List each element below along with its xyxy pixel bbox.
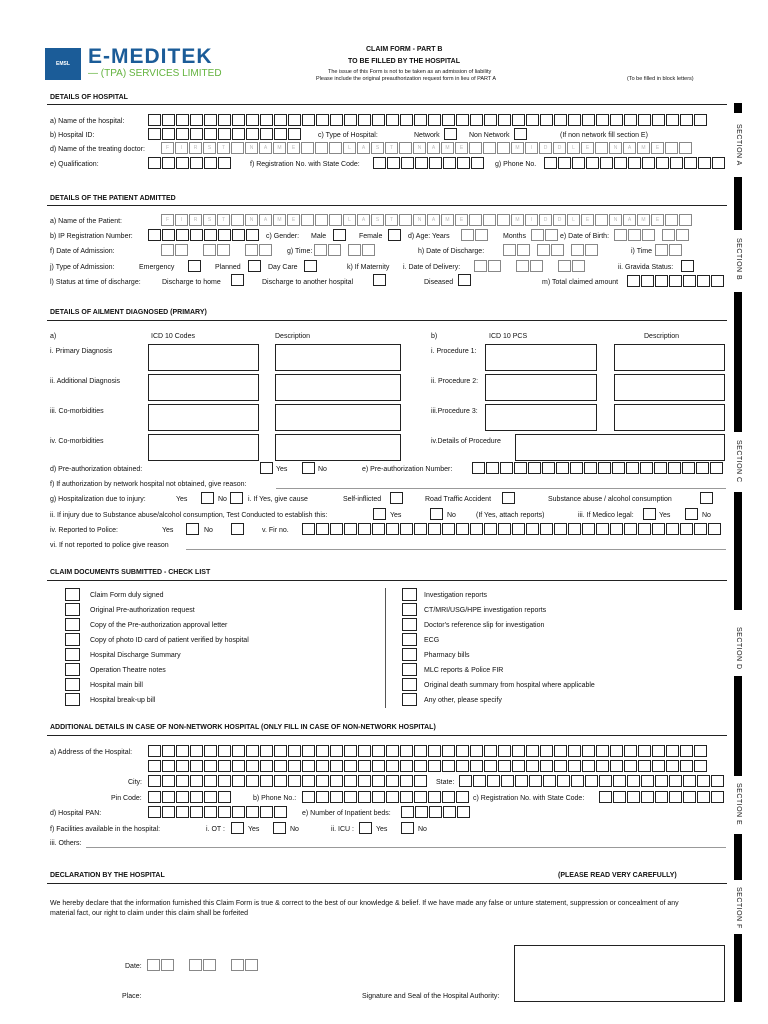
form-title: CLAIM FORM - PART B (366, 46, 443, 53)
section-c-tag: SECTION C (735, 440, 742, 483)
daycare-checkbox[interactable] (304, 260, 317, 272)
doc-checkbox-ot-notes[interactable] (65, 663, 80, 676)
comorbidity2-label: iv. Co-morbidities (50, 438, 104, 445)
doc-checkbox-investigation[interactable] (402, 588, 417, 601)
e-registration-boxes[interactable] (599, 791, 725, 803)
doc-checkbox-breakup-bill[interactable] (65, 693, 80, 706)
medico-legal-yes-checkbox[interactable] (643, 508, 656, 520)
qualification-boxes[interactable] (148, 157, 232, 169)
self-inflicted-checkbox[interactable] (390, 492, 403, 504)
procedure1-pcs-box[interactable] (485, 344, 597, 371)
dob-label: e) Date of Birth: (560, 233, 610, 240)
daycare-label: Day Care (268, 264, 298, 271)
non-network-note: (If non network fill section E) (560, 132, 648, 139)
section-bar-a (734, 103, 742, 113)
pan-label: d) Hospital PAN: (50, 810, 102, 817)
hospital-name-label: a) Name of the hospital: (50, 118, 125, 125)
doc-checkbox-ct-mri[interactable] (402, 603, 417, 616)
male-label: Male (311, 233, 327, 240)
doc-checkbox-original-preauth[interactable] (65, 603, 80, 616)
company-logo-name: E-MEDITEK (88, 45, 213, 68)
delivery-date-label: i. Date of Delivery: (403, 264, 461, 271)
section-a-tag: SECTION A (735, 124, 742, 166)
female-checkbox[interactable] (388, 229, 401, 241)
signature-seal-box[interactable] (514, 945, 725, 1002)
network-checkbox[interactable] (444, 128, 457, 140)
preauth-number-label: e) Pre-authorization Number: (362, 466, 453, 473)
icu-no-label: No (418, 826, 427, 833)
non-network-label: Non Network (469, 132, 510, 139)
comorbidity1-icd-box[interactable] (148, 404, 259, 431)
discharge-time-boxes[interactable] (655, 244, 683, 256)
address-line1-boxes[interactable] (148, 745, 708, 757)
substance-label: Substance abuse / alcohol consumption (548, 496, 672, 503)
additional-desc-box[interactable] (275, 374, 401, 401)
age-years-label: d) Age: Years (408, 233, 450, 240)
section-bar-e (734, 834, 742, 880)
police-no-label: No (204, 527, 213, 534)
primary-desc-box[interactable] (275, 344, 401, 371)
procedure2-desc-box[interactable] (614, 374, 725, 401)
procedure-details-label: iv.Details of Procedure (431, 438, 501, 445)
section-bar-c (734, 292, 742, 432)
hospital-type-label: c) Type of Hospital: (318, 132, 378, 139)
injury-yes-label: Yes (176, 496, 188, 503)
admission-time-boxes[interactable] (314, 244, 376, 256)
section-bar-b (734, 177, 742, 230)
fir-label: v. Fir no. (262, 527, 289, 534)
additional-icd-box[interactable] (148, 374, 259, 401)
state-boxes[interactable] (459, 775, 725, 787)
doctor-name-boxes[interactable]: F I R S T N A M E L A S T N A M E M I D D L E N A M E (161, 142, 693, 154)
section-e-heading: ADDITIONAL DETAILS IN CASE OF NON-NETWORK HOSPITAL (ONLY FILL IN CASE OF NON-NETWORK HOSPITAL) (50, 724, 436, 731)
procedure3-desc-box[interactable] (614, 404, 725, 431)
doc-right-2: Doctor's reference slip for investigation (424, 622, 545, 629)
e-phone-boxes[interactable] (302, 791, 470, 803)
date-label: Date: (125, 963, 142, 970)
procedure-details-box[interactable] (515, 434, 725, 461)
registration-boxes[interactable] (373, 157, 485, 169)
declaration-text-1: We hereby declare that the information furnished this Claim Form is true & correct to the best of our knowledge & belief. If we have made any false or unture statement, suppression or concealment of any (50, 900, 679, 907)
medico-legal-no-checkbox[interactable] (685, 508, 698, 520)
section-bar-f (734, 934, 742, 1002)
doc-left-2: Copy of the Pre-authorization approval letter (90, 622, 228, 629)
ot-yes-checkbox[interactable] (231, 822, 244, 834)
beds-label: e) Number of Inpatient beds: (302, 810, 391, 817)
non-network-checkbox[interactable] (514, 128, 527, 140)
attach-reports-note: (If Yes, attach reports) (476, 512, 545, 519)
part-b-label: b) (431, 333, 438, 340)
icu-yes-label: Yes (376, 826, 388, 833)
doc-left-3: Copy of photo ID card of patient verified by hospital (90, 637, 249, 644)
icu-label: ii. ICU : (331, 826, 354, 833)
deceased-checkbox[interactable] (458, 274, 471, 286)
comorbidity1-label: iii. Co-morbidities (50, 408, 104, 415)
procedure1-desc-box[interactable] (614, 344, 725, 371)
doc-right-1: CT/MRI/USG/HPE investigation reports (424, 607, 547, 614)
female-label: Female (359, 233, 383, 240)
pin-label: Pin Code: (111, 795, 142, 802)
discharge-time-label: i) Time (631, 248, 652, 255)
doc-checkbox-main-bill[interactable] (65, 678, 80, 691)
doc-checkbox-photo-id[interactable] (65, 633, 80, 646)
preauth-obtained-label: d) Pre-authorization obtained: (50, 466, 143, 473)
pan-boxes[interactable] (148, 806, 288, 818)
doc-checkbox-death-summary[interactable] (402, 678, 417, 691)
procedure2-label: ii. Procedure 2: (431, 378, 479, 385)
procedure2-pcs-box[interactable] (485, 374, 597, 401)
not-reported-label: vi. If not reported to police give reason (50, 542, 169, 549)
date-boxes[interactable] (147, 959, 259, 971)
doc-right-6: Original death summary from hospital where applicable (424, 682, 595, 689)
section-d-tag: SECTION D (735, 627, 742, 670)
injury-no-label: No (218, 496, 227, 503)
admission-date-boxes[interactable] (161, 244, 273, 256)
doc-right-4: Pharmacy bills (424, 652, 470, 659)
gravida-label: ii. Gravida Status: (618, 264, 674, 271)
comorbidity2-icd-box[interactable] (148, 434, 259, 461)
doc-right-7: Any other, please specify (424, 697, 502, 704)
test-no-checkbox[interactable] (430, 508, 443, 520)
phone-label: g) Phone No. (495, 161, 537, 168)
section-b-heading: DETAILS OF THE PATIENT ADMITTED (50, 195, 176, 202)
doc-checkbox-approval-letter[interactable] (65, 618, 80, 631)
patient-name-label: a) Name of the Patient: (50, 218, 122, 225)
planned-checkbox[interactable] (248, 260, 261, 272)
e-phone-label: b) Phone No.: (253, 795, 297, 802)
doc-left-6: Hospital main bill (90, 682, 143, 689)
doc-checkbox-pharmacy[interactable] (402, 648, 417, 661)
section-bar-c2 (734, 492, 742, 610)
section-bar-d (734, 676, 742, 776)
signature-label: Signature and Seal of the Hospital Authority: (362, 993, 500, 1000)
phone-boxes[interactable] (544, 157, 726, 169)
preauth-note: Please include the original preauthorization request form in lieu of PART A (316, 76, 497, 82)
age-months-label: Months (503, 233, 526, 240)
address-label: a) Address of the Hospital: (50, 749, 133, 756)
company-logo-subtitle: — (TPA) SERVICES LIMITED (88, 68, 222, 79)
facilities-label: f) Facilities available in the hospital: (50, 826, 161, 833)
patient-name-boxes[interactable]: F I R S T N A M E L A S T N A M E M I D D L E N A M E (161, 214, 693, 226)
admission-time-label: g) Time: (287, 248, 313, 255)
gender-label: c) Gender: (266, 233, 300, 240)
declaration-text-2: material fact, our right to claim under this claim shall be forfeited (50, 910, 249, 917)
male-checkbox[interactable] (333, 229, 346, 241)
doc-checkbox-doctor-slip[interactable] (402, 618, 417, 631)
doc-left-1: Original Pre-authorization request (90, 607, 195, 614)
claimed-amount-boxes[interactable] (627, 275, 725, 287)
address-line2-boxes[interactable] (148, 760, 708, 772)
police-yes-label: Yes (162, 527, 174, 534)
medico-legal-label: iii. If Medico legal: (578, 512, 634, 519)
maternity-label: k) If Maternity (347, 264, 390, 271)
discharge-another-checkbox[interactable] (373, 274, 386, 286)
icd10pcs-header: ICD 10 PCS (489, 333, 528, 340)
not-obtained-label: f) If authorization by network hospital not obtained, give reason: (50, 481, 247, 488)
state-label: State: (436, 779, 455, 786)
doc-checkbox-other[interactable] (402, 693, 417, 706)
discharge-status-label: l) Status at time of discharge: (50, 279, 141, 286)
hospital-name-boxes[interactable] (148, 114, 708, 126)
admission-type-label: j) Type of Admission: (50, 264, 115, 271)
form-subtitle: TO BE FILLED BY THE HOSPITAL (348, 58, 461, 65)
doc-right-3: ECG (424, 637, 440, 644)
dob-boxes[interactable] (614, 229, 690, 241)
emergency-label: Emergency (139, 264, 175, 271)
icu-no-checkbox[interactable] (401, 822, 414, 834)
preauth-yes-label: Yes (276, 466, 288, 473)
icu-yes-checkbox[interactable] (359, 822, 372, 834)
ot-no-checkbox[interactable] (273, 822, 286, 834)
section-e-tag: SECTION E (735, 783, 742, 826)
description-header: Description (275, 333, 311, 340)
substance-checkbox[interactable] (700, 492, 713, 504)
hospital-id-boxes[interactable] (148, 128, 302, 140)
beds-boxes[interactable] (401, 806, 471, 818)
others-label: iii. Others: (50, 840, 82, 847)
comorbidity2-desc-box[interactable] (275, 434, 401, 461)
test-yes-label: Yes (390, 512, 402, 519)
e-registration-label: c) Registration No. with State Code: (473, 795, 585, 802)
gravida-box[interactable] (681, 260, 694, 272)
preauth-yes-checkbox[interactable] (260, 462, 273, 474)
procedure3-label: iii.Procedure 3: (431, 408, 478, 415)
description2-header: Description (644, 333, 680, 340)
ot-no-label: No (290, 826, 299, 833)
doc-checkbox-mlc[interactable] (402, 663, 417, 676)
injury-label: g) Hospitalization due to injury: (50, 496, 146, 503)
block-letters-note: (To be filled in block letters) (627, 76, 694, 82)
discharge-date-boxes[interactable] (503, 244, 599, 256)
comorbidity1-desc-box[interactable] (275, 404, 401, 431)
qualification-label: e) Qualification: (50, 161, 99, 168)
city-boxes[interactable] (148, 775, 428, 787)
preauth-no-label: No (318, 466, 327, 473)
ip-number-label: b) IP Registration Number: (50, 233, 133, 240)
injury-cause-label: i. If Yes, give cause (248, 496, 308, 503)
doc-checkbox-ecg[interactable] (402, 633, 417, 646)
icd10-header: ICD 10 Codes (151, 333, 195, 340)
test-yes-checkbox[interactable] (373, 508, 386, 520)
company-logo-badge: EMSL (45, 48, 81, 80)
rta-label: Road Traffic Accident (425, 496, 492, 503)
section-f-tag: SECTION F (735, 887, 742, 929)
ip-number-boxes[interactable] (148, 229, 260, 241)
doc-checkbox-discharge-summary[interactable] (65, 648, 80, 661)
section-b-tag: SECTION B (735, 238, 742, 281)
hospital-id-label: b) Hospital ID: (50, 132, 95, 139)
reported-police-label: iv. Reported to Police: (50, 527, 118, 534)
deceased-label: Diseased (424, 279, 454, 286)
section-a-heading: DETAILS OF HOSPITAL (50, 94, 128, 101)
self-inflicted-label: Self-inflicted (343, 496, 382, 503)
network-label: Network (414, 132, 440, 139)
discharge-home-checkbox[interactable] (231, 274, 244, 286)
doc-right-5: MLC reports & Police FIR (424, 667, 504, 674)
claimed-amount-label: m) Total claimed amount (542, 279, 619, 286)
section-f-heading: DECLARATION BY THE HOSPITAL (50, 872, 165, 879)
discharge-date-label: h) Date of Discharge: (418, 248, 485, 255)
preauth-no-checkbox[interactable] (302, 462, 315, 474)
discharge-home-label: Discharge to home (162, 279, 221, 286)
delivery-date-boxes[interactable] (474, 260, 586, 272)
section-c-heading: DETAILS OF AILMENT DIAGNOSED (PRIMARY) (50, 309, 207, 316)
rta-checkbox[interactable] (502, 492, 515, 504)
doc-checkbox-claim-form[interactable] (65, 588, 80, 601)
age-years-boxes[interactable] (461, 229, 489, 241)
pin-boxes[interactable] (148, 791, 232, 803)
doc-left-5: Operation Theatre notes (90, 667, 166, 674)
liability-note: The issue of this Form is not to be taken as an admission of liability (328, 69, 492, 75)
injury-no-checkbox[interactable] (230, 492, 243, 504)
medico-legal-yes-label: Yes (659, 512, 671, 519)
admission-date-label: f) Date of Admission: (50, 248, 115, 255)
doctor-name-label: d) Name of the treating doctor: (50, 146, 145, 153)
place-label: Place: (122, 993, 142, 1000)
emergency-checkbox[interactable] (188, 260, 201, 272)
police-no-checkbox[interactable] (231, 523, 244, 535)
planned-label: Planned (215, 264, 241, 271)
procedure3-pcs-box[interactable] (485, 404, 597, 431)
ot-yes-label: Yes (248, 826, 260, 833)
fir-number-boxes[interactable] (302, 523, 722, 535)
registration-label: f) Registration No. with State Code: (250, 161, 360, 168)
procedure1-label: i. Procedure 1: (431, 348, 477, 355)
section-d-heading: CLAIM DOCUMENTS SUBMITTED - CHECK LIST (50, 569, 211, 576)
ot-label: i. OT : (206, 826, 225, 833)
doc-left-7: Hospital break-up bill (90, 697, 156, 704)
additional-diagnosis-label: ii. Additional Diagnosis (50, 378, 121, 385)
discharge-another-label: Discharge to another hospital (262, 279, 354, 286)
medico-legal-no-label: No (702, 512, 711, 519)
primary-diagnosis-label: i. Primary Diagnosis (50, 348, 113, 355)
doc-right-0: Investigation reports (424, 592, 488, 599)
police-yes-checkbox[interactable] (186, 523, 199, 535)
part-a-label: a) (50, 333, 57, 340)
read-carefully-note: (PLEASE READ VERY CAREFULLY) (558, 872, 677, 879)
doc-left-0: Claim Form duly signed (90, 592, 164, 599)
primary-icd-box[interactable] (148, 344, 259, 371)
doc-left-4: Hospital Discharge Summary (90, 652, 181, 659)
test-conducted-label: ii. If injury due to Substance abuse/alcohol consumption, Test Conducted to establish this: (50, 512, 328, 519)
injury-yes-checkbox[interactable] (201, 492, 214, 504)
city-label: City: (128, 779, 142, 786)
test-no-label: No (447, 512, 456, 519)
preauth-number-boxes[interactable] (472, 462, 724, 474)
age-months-boxes[interactable] (531, 229, 559, 241)
